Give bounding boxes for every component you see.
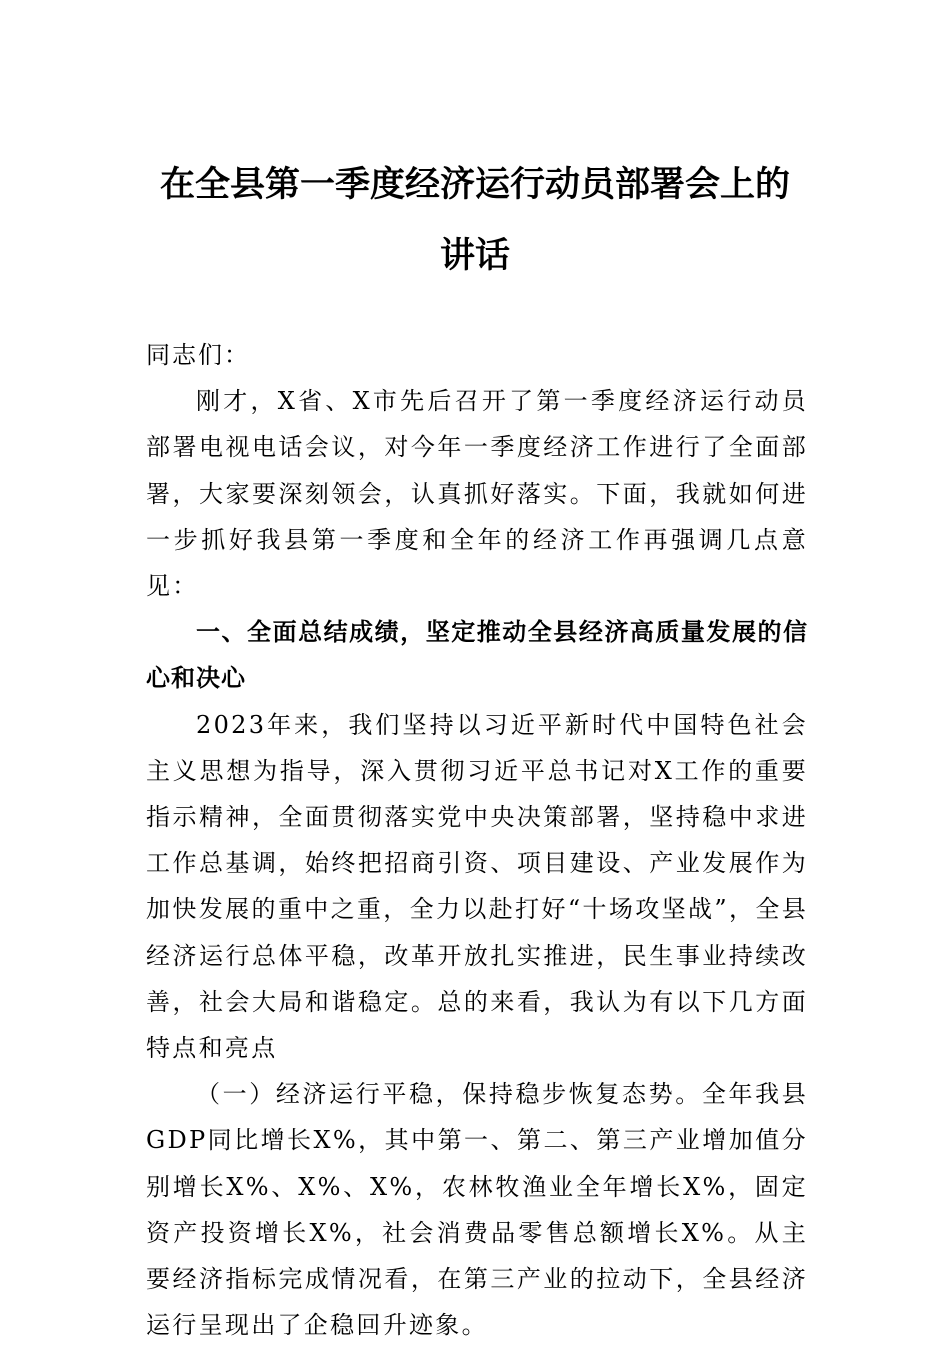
document-body [146,332,808,1348]
intro-paragraph: 刚才，X省、X市先后召开了第一季度经济运行动员部署电视电话会议，对今年一季度经济工作进行了全面部署，大家要深刻领会，认真抓好落实。下面，我就如何进一步抓好我县第一季度和全年的经济工作再强调几点意见： [146,387,808,601]
document-title-line-1: 在全县第一季度经济运行动员部署会上的 [159,164,790,205]
section-heading: 一、全面总结成绩，坚定推动全县经济高质量发展的信心和决心 [146,618,808,693]
salutation: 同志们： [146,341,250,369]
economy-subsection-paragraph: （一）经济运行平稳，保持稳步恢复态势。全年我县GDP同比增长X%，其中第一、第二、第三产业增加值分别增长X%、X%、X%，农林牧渔业全年增长X%，固定资产投资增长X%，社会消费品零售总额增长X%。从主要经济指标完成情况看，在第三产业的拉动下，全县经济运行呈现出了企稳回升迹象。 [146,1080,808,1340]
achievements-paragraph: 2023年来，我们坚持以习近平新时代中国特色社会主义思想为指导，深入贯彻习近平总书记对X工作的重要指示精神，全面贯彻落实党中央决策部署，坚持稳中求进工作总基调，始终把招商引资、项目建设、产业发展作为加快发展的重中之重，全力以赴打好“十场攻坚战”，全县经济运行总体平稳，改革开放扎实推进，民生事业持续改善，社会大局和谐稳定。总的来看，我认为有以下几方面特点和亮点 [146,710,808,1063]
document-title-line-2: 讲话 [439,235,510,276]
